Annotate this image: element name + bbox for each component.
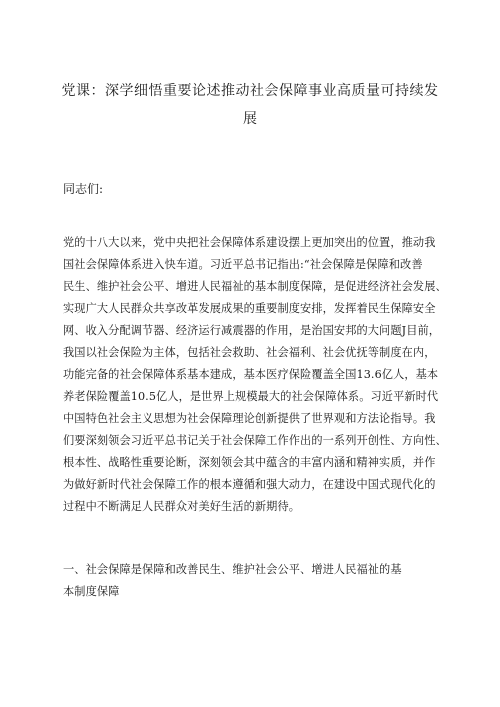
document-title-line-2: 展 [243,111,257,127]
document-title-line-1: 党课：深学细悟重要论述推动社会保障事业高质量可持续发 [61,83,439,99]
section-heading-line-2: 本制度保障 [63,585,120,598]
paragraph-line: 们要深刻领会习近平总书记关于社会保障工作作出的一系列开创性、方向性、 [63,434,447,447]
paragraph-line: 养老保险覆盖10.5亿人，是世界上规模最大的社会保障体系。习近平新时代 [63,390,439,403]
section-heading [63,559,448,603]
paragraph-line: 实现广大人民群众共享改革发展成果的重要制度安排，发挥着民生保障安全 [63,302,436,315]
paragraph-line: 网、收入分配调节器、经济运行减震器的作用，是治国安邦的大问题J目前， [63,324,441,337]
paragraph-line: 民生、维护社会公平、增进人民福祉的基本制度保障，是促进经济社会发展、 [63,280,447,293]
paragraph-line: 功能完备的社会保障体系基本建成，基本医疗保险覆盖全国13.6亿人，基本 [63,368,439,381]
greeting: 同志们: [63,182,104,196]
section-heading-line-1: 一、社会保障是保障和改善民生、维护社会公平、增进人民福祉的基 [63,563,402,576]
paragraph-line: 根本性、战略性重要论断，深刻领会其中蕴含的丰富内涵和精神实质，并作 [63,456,436,469]
body-paragraph [63,232,448,518]
paragraph-line: 国社会保障体系进入快车道。习近平总书记指出:“社会保障是保障和改善 [63,258,423,271]
paragraph-line: 中国特色社会主义思想为社会保障理论创新提供了世界观和方法论指导。我 [63,412,436,425]
paragraph-line: 为做好新时代社会保障工作的根本遵循和强大动力，在建设中国式现代化的 [63,478,436,491]
paragraph-line: 过程中不断满足人民群众对美好生活的新期待。 [63,500,301,513]
paragraph-line: 党的十八大以来，党中央把社会保障体系建设摆上更加突出的位置，推动我 [63,236,436,249]
paragraph-line: 我国以社会保险为主体，包括社会救助、社会福利、社会优抚等制度在内， [63,346,436,359]
